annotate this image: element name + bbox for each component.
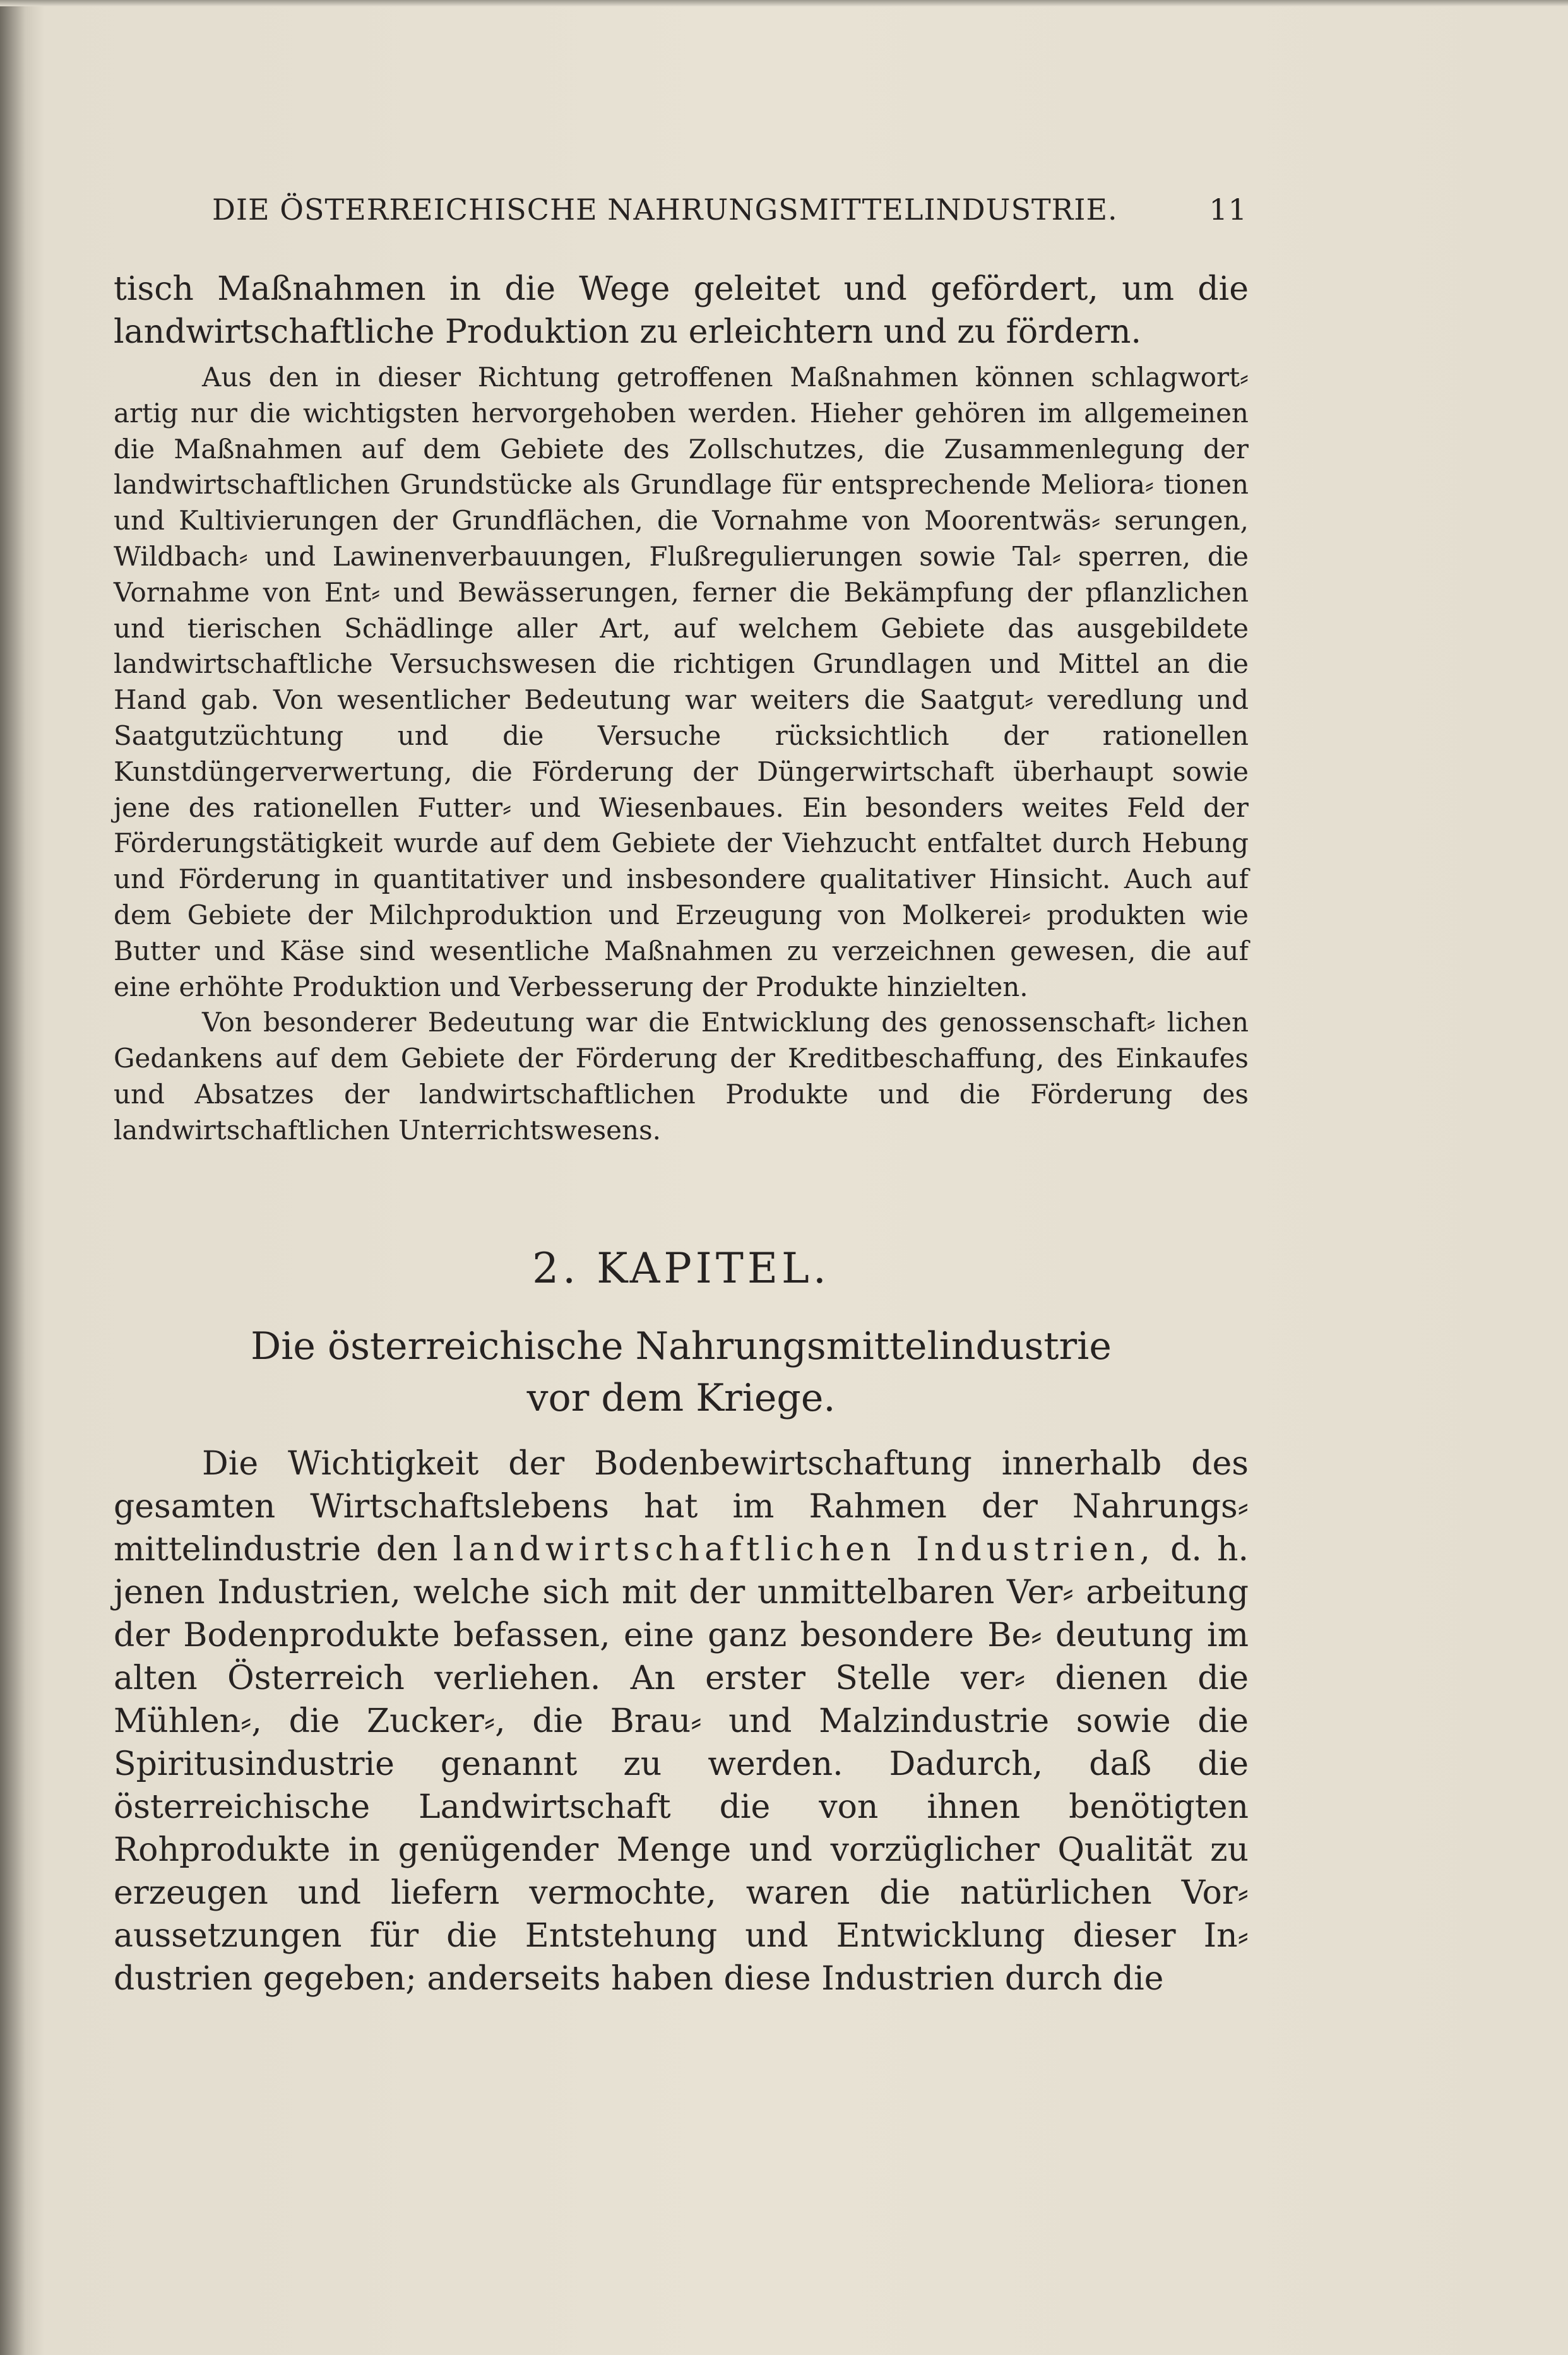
small-paragraph-cooperatives: Von besonderer Bedeutung war die Entwicklung des genossenschaft⸗ lichen Gedankens auf dem Gebiete der Förderung der Kreditbeschaffung, des Einkaufes und Absatzes der landwirtschaftlichen Produkte und die Förderung des landwirtschaftlichen Unterrichtswesens. [114, 1007, 1249, 1146]
intro-paragraph [114, 268, 1249, 353]
small-print-section [114, 360, 1249, 1149]
chapter-body [114, 1442, 1249, 2000]
small-paragraph-measures: Aus den in dieser Richtung getroffenen Maßnahmen können schlagwort⸗ artig nur die wichtigsten hervorgehoben werden. Hieher gehören im allgemeinen die Maßnahmen auf dem Gebiete des Zollschutzes, die Zusammenlegung der landwirtschaftlichen Grundstücke als Grundlage für entsprechende Meliora⸗ tionen und Kultivierungen der Grundflächen, die Vornahme von Moorentwäs⸗ serungen, Wildbach⸗ und Lawinenverbauungen, Flußregulierungen sowie Tal⸗ sperren, die Vornahme von Ent⸗ und Bewässerungen, ferner die Bekämpfung der pflanzlichen und tierischen Schädlinge aller Art, auf welchem Gebiete das ausgebildete landwirtschaftliche Versuchswesen die richtigen Grundlagen und Mittel an die Hand gab. Von wesentlicher Bedeutung war weiters die Saatgut⸗ veredlung und Saatgutzüchtung und die Versuche rücksichtlich der rationellen Kunstdüngerverwertung, die Förderung der Düngerwirtschaft überhaupt sowie jene des rationellen Futter⸗ und Wiesenbaues. Ein besonders weites Feld der Förderungstätigkeit wurde auf dem Gebiete der Viehzucht entfaltet durch Hebung und Förderung in quantitativer und insbesondere qualitativer Hinsicht. Auch auf dem Gebiete der Milchproduktion und Erzeugung von Molkerei⸗ produkten wie Butter und Käse sind wesentliche Maßnahmen zu verzeichnen gewesen, die auf eine erhöhte Produktion und Verbesserung der Produkte hinzielten. [114, 362, 1249, 1002]
running-head [212, 189, 1247, 230]
page-top-edge [0, 0, 1568, 6]
chapter-paragraph-before: Die Wichtigkeit der Bodenbewirtschaftung innerhalb des gesamten Wirtschaftslebens hat im Rahmen der Nahrungs⸗ mittelindustrie den [114, 1445, 1249, 1569]
chapter-title [114, 1320, 1249, 1424]
chapter-paragraph [114, 1442, 1249, 2000]
emphasized-term: landwirtschaftlichen Industrien, [453, 1531, 1156, 1569]
running-head-title: DIE ÖSTERREICHISCHE NAHRUNGSMITTELINDUSTRIE. [212, 193, 1118, 227]
intro-text: tisch Maßnahmen in die Wege geleitet und gefördert, um die landwirtschaftliche Produktion zu erleichtern und zu fördern. [114, 270, 1249, 351]
chapter-number: 2. KAPITEL. [532, 1244, 830, 1293]
chapter-paragraph-after: d. h. jenen Industrien, welche sich mit der unmittelbaren Ver⸗ arbeitung der Bodenprodukte befassen, eine ganz besondere Be⸗ deutung im alten Österreich verliehen. An erster Stelle ver⸗ dienen die Mühlen⸗, die Zucker⸗, die Brau⸗ und Malzindustrie sowie die Spiritusindustrie genannt zu werden. Dadurch, daß die österreichische Landwirtschaft die von ihnen benötigten Rohprodukte in genügender Menge und vorzüglicher Qualität zu erzeugen und liefern vermochte, waren die natürlichen Vor⸗ aussetzungen für die Entstehung und Entwicklung dieser In⸗ dustrien gegeben; anderseits haben diese Industrien durch die [114, 1531, 1249, 1998]
chapter-title-line-2: vor dem Kriege. [526, 1376, 836, 1420]
page-number: 11 [1209, 193, 1247, 227]
chapter-title-line-1: Die österreichische Nahrungsmittelindustrie [251, 1324, 1112, 1368]
